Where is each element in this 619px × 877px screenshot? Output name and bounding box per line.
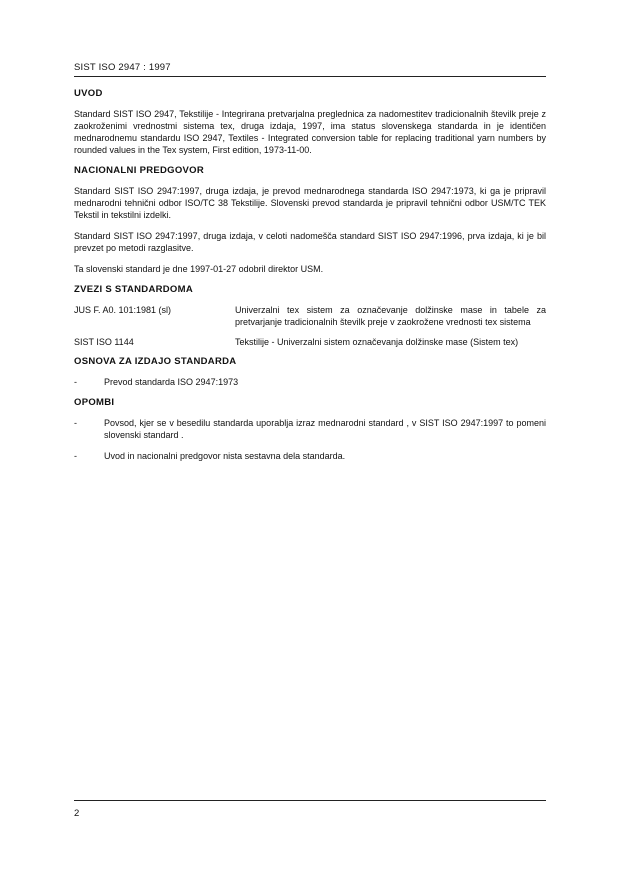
section-zvezi	[74, 284, 546, 348]
running-header: SIST ISO 2947 : 1997	[74, 62, 171, 73]
footer-rule	[74, 800, 546, 801]
predgovor-paragraph: Standard SIST ISO 2947:1997, druga izdaja, v celoti nadomešča standard SIST ISO 2947:1996, prva izdaja, ki je bil prevzet po metodi razglasitve.	[74, 231, 546, 253]
predgovor-paragraph: Ta slovenski standard je dne 1997-01-27 odobril direktor USM.	[74, 264, 324, 274]
section-heading-uvod: UVOD	[74, 88, 103, 99]
section-opombi	[74, 397, 546, 462]
header-rule	[74, 76, 546, 77]
reference-row	[74, 304, 546, 328]
section-heading-opombi: OPOMBI	[74, 397, 115, 408]
reference-description: Univerzalni tex sistem za označevanje dolžinske mase in tabele za pretvarjanje tradicionalnih številk preje v zaokrožene vrednosti tex sistema	[235, 305, 546, 327]
reference-description: Tekstilije - Univerzalni sistem označevanja dolžinske mase (Sistem tex)	[235, 337, 519, 347]
list-item-text: Uvod in nacionalni predgovor nista sestavna dela standarda.	[104, 451, 346, 461]
bullet-dash: -	[74, 418, 77, 428]
uvod-paragraph: Standard SIST ISO 2947, Tekstilije - Integrirana pretvarjalna preglednica za nadomestitev tradicionalnih številk preje z zaokroženimi vrednostmi sistema tex, druga izdaja, 1997, ima status slovenskega standarda in je identičen mednarodnemu standardu ISO 2947, Textiles - Integrated conversion table for replacing traditional yarn numbers by rounded values in the Tex system, First edition, 1973-11-00.	[74, 109, 546, 155]
list-item	[74, 417, 546, 441]
list-item	[74, 376, 546, 388]
reference-code: JUS F. A0. 101:1981 (sl)	[74, 305, 172, 315]
page-number: 2	[74, 808, 80, 819]
section-heading-zvezi: ZVEZI S STANDARDOMA	[74, 284, 193, 295]
bullet-dash: -	[74, 451, 77, 461]
section-osnova	[74, 356, 546, 388]
section-heading-predgovor: NACIONALNI PREDGOVOR	[74, 165, 205, 176]
document-content	[74, 88, 546, 471]
section-heading-osnova: OSNOVA ZA IZDAJO STANDARDA	[74, 356, 237, 367]
reference-code: SIST ISO 1144	[74, 337, 134, 347]
section-nacionalni-predgovor	[74, 165, 546, 275]
predgovor-paragraph: Standard SIST ISO 2947:1997, druga izdaja, je prevod mednarodnega standarda ISO 2947:1973, ki ga je pripravil mednarodni tehnični odbor ISO/TC 38 Tekstilije. Slovenski prevod standarda je pripravil tehnični odbor USM/TC TEK Tekstil in tekstilni izdelki.	[74, 186, 546, 220]
section-uvod	[74, 88, 546, 156]
bullet-dash: -	[74, 377, 77, 387]
list-item-text: Povsod, kjer se v besedilu standarda uporablja izraz mednarodni standard , v SIST ISO 2947:1997 to pomeni slovenski standard .	[104, 418, 546, 440]
reference-row	[74, 336, 546, 348]
list-item-text: Prevod standarda ISO 2947:1973	[104, 377, 239, 387]
list-item	[74, 450, 546, 462]
